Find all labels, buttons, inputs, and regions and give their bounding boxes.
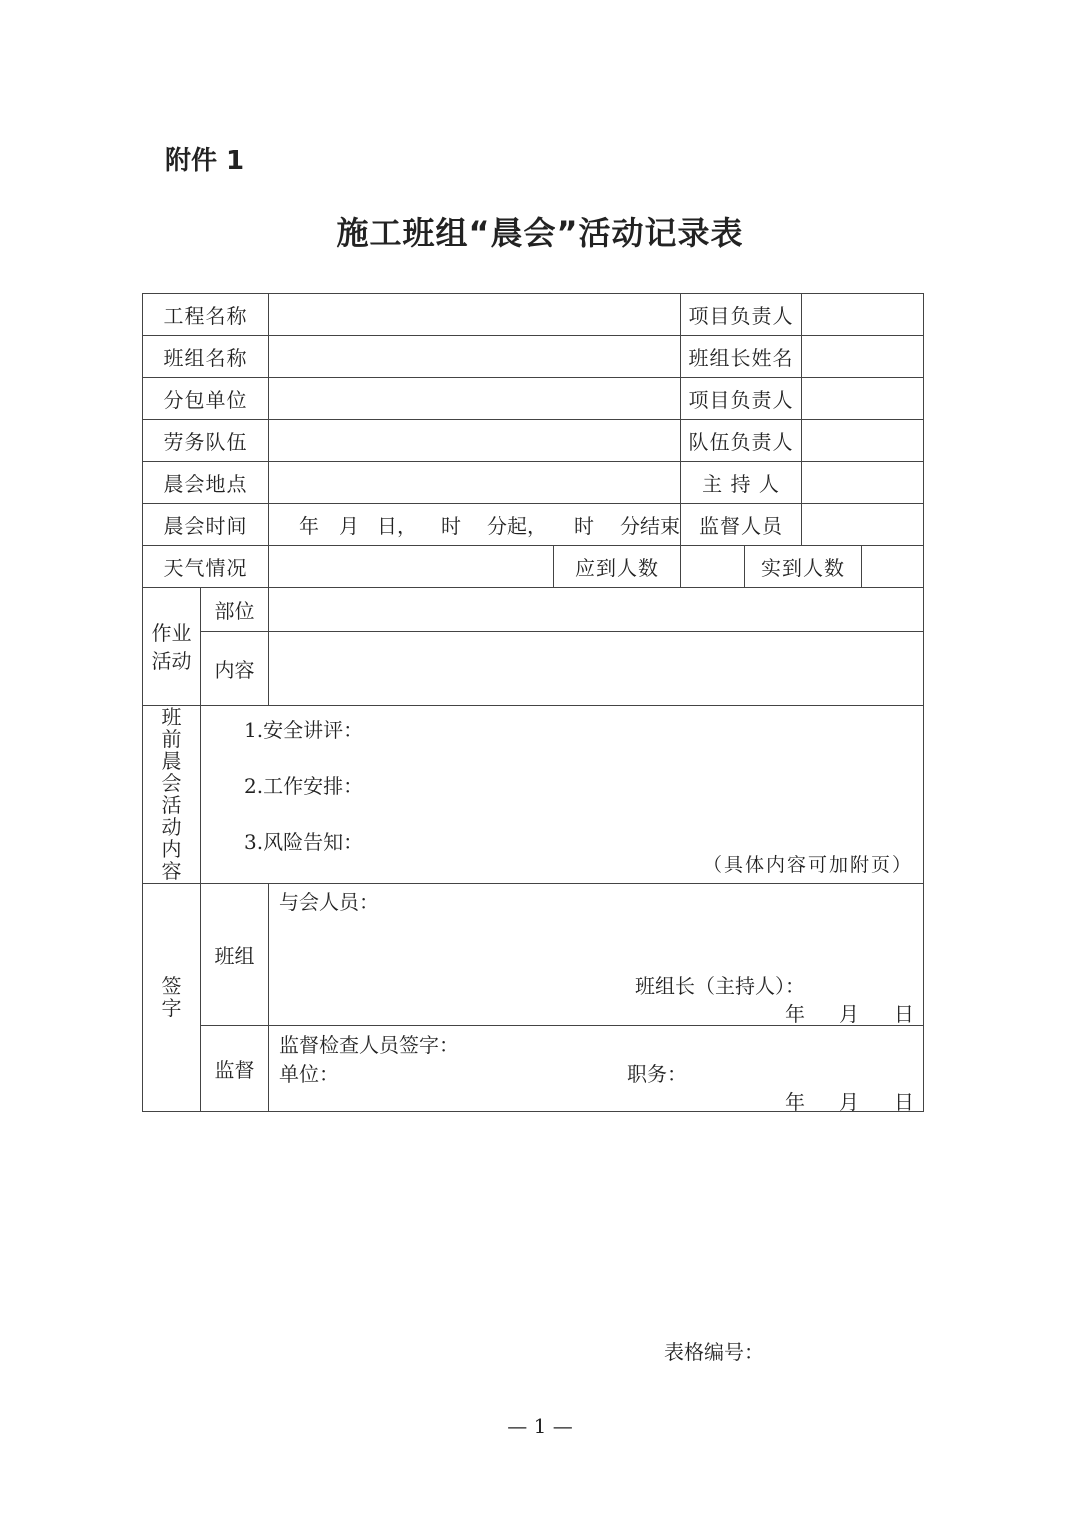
meeting-time-field[interactable]: [269, 504, 681, 546]
team-name-field[interactable]: [269, 336, 681, 378]
weather-field[interactable]: [269, 546, 554, 588]
unit-label: 单位：: [279, 1062, 339, 1086]
team-date-year: 年: [785, 1002, 805, 1026]
team-sign-label: 班组: [201, 884, 269, 1026]
page-number: — 1 —: [507, 1414, 573, 1438]
subcontractor-label: 分包单位: [143, 378, 269, 420]
labor-team-leader-label: 队伍负责人: [681, 420, 802, 462]
actual-count-label: 实到人数: [745, 546, 862, 588]
attachment-label: 附件 1: [165, 146, 245, 176]
work-content-field[interactable]: [269, 632, 924, 706]
supervision-date-day: 日: [894, 1090, 914, 1112]
team-leader-sign-label: 班组长（主持人）：: [635, 974, 805, 998]
meeting-location-label: 晨会地点: [143, 462, 269, 504]
time-part-start: 分起，: [487, 514, 547, 538]
supervision-signature-area[interactable]: [269, 1026, 924, 1112]
host-label: 主 持 人: [681, 462, 802, 504]
item-risk-notice: 3.风险告知：: [244, 830, 364, 854]
team-leader-name-label: 班组长姓名: [681, 336, 802, 378]
meeting-content-label: 班前晨会活动内容: [143, 706, 201, 884]
signature-label: 签字: [143, 884, 201, 1112]
time-part-month: 月: [339, 514, 359, 538]
work-location-field[interactable]: [269, 588, 924, 632]
project-leader-label: 项目负责人: [681, 294, 802, 336]
time-part-hour: 时: [441, 514, 461, 538]
position-label: 职务：: [627, 1062, 687, 1086]
inspector-sign-label: 监督检查人员签字：: [279, 1033, 459, 1057]
project-name-label: 工程名称: [143, 294, 269, 336]
attachment-note: （具体内容可加附页）: [702, 854, 913, 876]
time-part-day: 日，: [377, 514, 417, 538]
team-signature-area[interactable]: [269, 884, 924, 1026]
supervision-date-year: 年: [785, 1090, 805, 1112]
work-activity-label: 作业活动: [143, 588, 201, 706]
project-leader-field[interactable]: [802, 294, 924, 336]
project-name-field[interactable]: [269, 294, 681, 336]
team-date-month: 月: [839, 1002, 859, 1026]
form-title: 施工班组“晨会”活动记录表: [336, 214, 744, 252]
weather-label: 天气情况: [143, 546, 269, 588]
meeting-location-field[interactable]: [269, 462, 681, 504]
item-work-arrangement: 2.工作安排：: [244, 774, 364, 798]
team-date-day: 日: [894, 1002, 914, 1026]
sub-project-leader-field[interactable]: [802, 378, 924, 420]
team-leader-name-field[interactable]: [802, 336, 924, 378]
labor-team-label: 劳务队伍: [143, 420, 269, 462]
labor-team-leader-field[interactable]: [802, 420, 924, 462]
time-part-end: 分结束: [620, 514, 680, 538]
item-safety-review: 1.安全讲评：: [244, 718, 364, 742]
team-name-label: 班组名称: [143, 336, 269, 378]
form-number-label: 表格编号：: [664, 1340, 764, 1364]
time-part-year: 年: [299, 514, 319, 538]
expected-count-field[interactable]: [681, 546, 745, 588]
supervision-date-month: 月: [839, 1090, 859, 1112]
expected-count-label: 应到人数: [554, 546, 681, 588]
record-form: [142, 293, 924, 1112]
supervision-sign-label: 监督: [201, 1026, 269, 1112]
labor-team-field[interactable]: [269, 420, 681, 462]
sub-project-leader-label: 项目负责人: [681, 378, 802, 420]
supervisor-label: 监督人员: [681, 504, 802, 546]
attendees-label: 与会人员：: [279, 890, 379, 914]
actual-count-field[interactable]: [862, 546, 924, 588]
host-field[interactable]: [802, 462, 924, 504]
subcontractor-field[interactable]: [269, 378, 681, 420]
supervisor-field[interactable]: [802, 504, 924, 546]
work-location-label: 部位: [201, 588, 269, 632]
time-part-hour2: 时: [574, 514, 594, 538]
work-content-label: 内容: [201, 632, 269, 706]
meeting-content-area[interactable]: [201, 706, 924, 884]
meeting-time-label: 晨会时间: [143, 504, 269, 546]
